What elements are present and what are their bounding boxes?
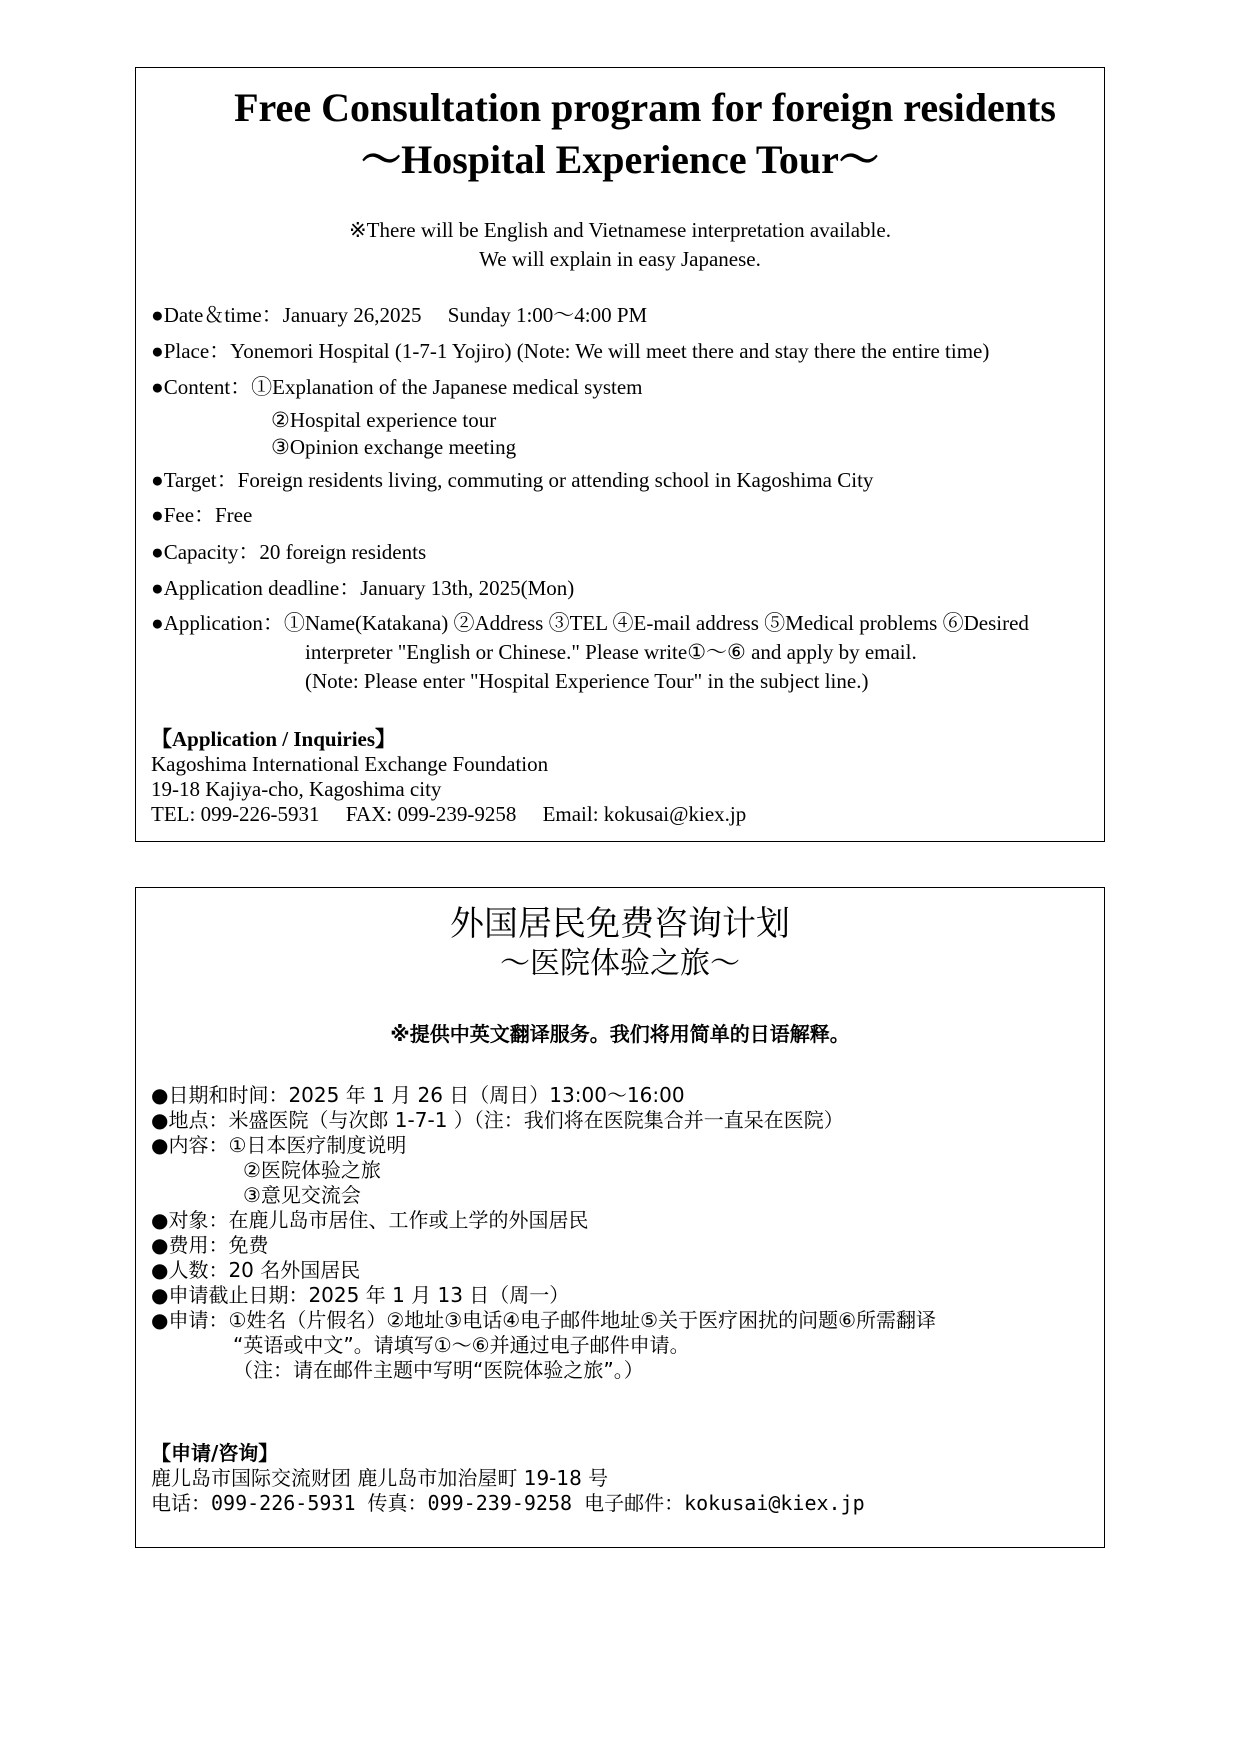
chinese-notice-box	[135, 887, 1105, 1548]
content-text: Content：①Explanation of the Japanese medical system	[163, 375, 643, 399]
chinese-title-line2: ～医院体验之旅～	[500, 946, 740, 981]
fee-row	[151, 501, 252, 530]
chinese-interpretation-note: ※提供中英文翻译服务。我们将用简单的日语解释。	[390, 1022, 850, 1046]
bullet-icon: ●	[151, 503, 164, 527]
date-time-row	[151, 301, 647, 330]
zh-deadline-row: ●申请截止日期：2025 年 1 月 13 日（周一）	[151, 1283, 570, 1307]
deadline-row	[151, 574, 574, 603]
zh-target-row: ●对象：在鹿儿岛市居住、工作或上学的外国居民	[151, 1208, 589, 1232]
organization-name: Kagoshima International Exchange Foundation	[151, 752, 549, 776]
zh-content-item-3: ③意见交流会	[243, 1183, 361, 1207]
zh-place-row: ●地点：米盛医院（与次郎 1-7-1 ）（注：我们将在医院集合并一直呆在医院）	[151, 1108, 844, 1132]
chinese-title-line1: 外国居民免费咨询计划	[450, 904, 790, 944]
zh-capacity-row: ●人数：20 名外国居民	[151, 1258, 361, 1282]
bullet-icon: ●	[151, 339, 164, 363]
application-line-2: interpreter "English or Chinese." Please write①～⑥ and apply by email.	[305, 640, 917, 664]
interpretation-note: ※There will be English and Vietnamese interpretation available.	[349, 218, 891, 242]
zh-application-line-2: “英语或中文”。请填写①～⑥并通过电子邮件申请。	[233, 1333, 690, 1357]
capacity-text: Capacity：20 foreign residents	[163, 540, 427, 564]
application-row	[151, 609, 1029, 638]
easy-japanese-note: We will explain in easy Japanese.	[479, 247, 761, 271]
zh-application-line-3: （注：请在邮件主题中写明“医院体验之旅”。）	[233, 1358, 644, 1382]
deadline-text: Application deadline：January 13th, 2025(Mon)	[163, 576, 575, 600]
zh-content-row: ●内容：①日本医疗制度说明	[151, 1133, 407, 1157]
fee-text: Fee：Free	[163, 503, 253, 527]
zh-inquiries-heading: 【申请/咨询】	[151, 1441, 279, 1465]
target-text: Target：Foreign residents living, commuting or attending school in Kagoshima City	[163, 468, 874, 492]
date-time-text: Date＆time：January 26,2025 Sunday 1:00～4:00 PM	[163, 303, 648, 327]
place-row	[151, 337, 989, 366]
english-title-line1: Free Consultation program for foreign residents	[234, 85, 1056, 130]
zh-organization-address: 鹿儿岛市国际交流财团 鹿儿岛市加治屋町 19-18 号	[151, 1466, 609, 1490]
content-item-2: ②Hospital experience tour	[271, 408, 497, 432]
organization-address: 19-18 Kajiya-cho, Kagoshima city	[151, 777, 442, 801]
bullet-icon: ●	[151, 576, 164, 600]
bullet-icon: ●	[151, 375, 164, 399]
zh-contact-details: 电话：099-226-5931 传真：099-239-9258 电子邮件：kokusai@kiex.jp	[151, 1491, 865, 1515]
place-text: Place：Yonemori Hospital (1-7-1 Yojiro) (Note: We will meet there and stay there the entire time)	[163, 339, 990, 363]
contact-details: TEL: 099-226-5931 FAX: 099-239-9258 Email: kokusai@kiex.jp	[151, 802, 747, 826]
content-row	[151, 373, 642, 402]
bullet-icon: ●	[151, 303, 164, 327]
zh-date-row: ●日期和时间：2025 年 1 月 26 日（周日）13:00～16:00	[151, 1083, 685, 1107]
bullet-icon: ●	[151, 611, 164, 635]
content-item-3: ③Opinion exchange meeting	[271, 435, 517, 459]
capacity-row	[151, 538, 426, 567]
inquiries-heading: 【Application / Inquiries】	[151, 727, 397, 751]
bullet-icon: ●	[151, 468, 164, 492]
english-title-line2: ～Hospital Experience Tour～	[361, 137, 879, 182]
english-notice-box	[135, 67, 1105, 842]
application-line-3: (Note: Please enter "Hospital Experience Tour" in the subject line.)	[305, 669, 869, 693]
bullet-icon: ●	[151, 540, 164, 564]
application-text: Application：①Name(Katakana) ②Address ③TEL ④E-mail address ⑤Medical problems ⑥Desired	[163, 611, 1029, 635]
zh-fee-row: ●费用：免费	[151, 1233, 269, 1257]
zh-application-row: ●申请：①姓名（片假名）②地址③电话④电子邮件地址⑤关于医疗困扰的问题⑥所需翻译	[151, 1308, 937, 1332]
target-row	[151, 466, 873, 495]
zh-content-item-2: ②医院体验之旅	[243, 1158, 381, 1182]
